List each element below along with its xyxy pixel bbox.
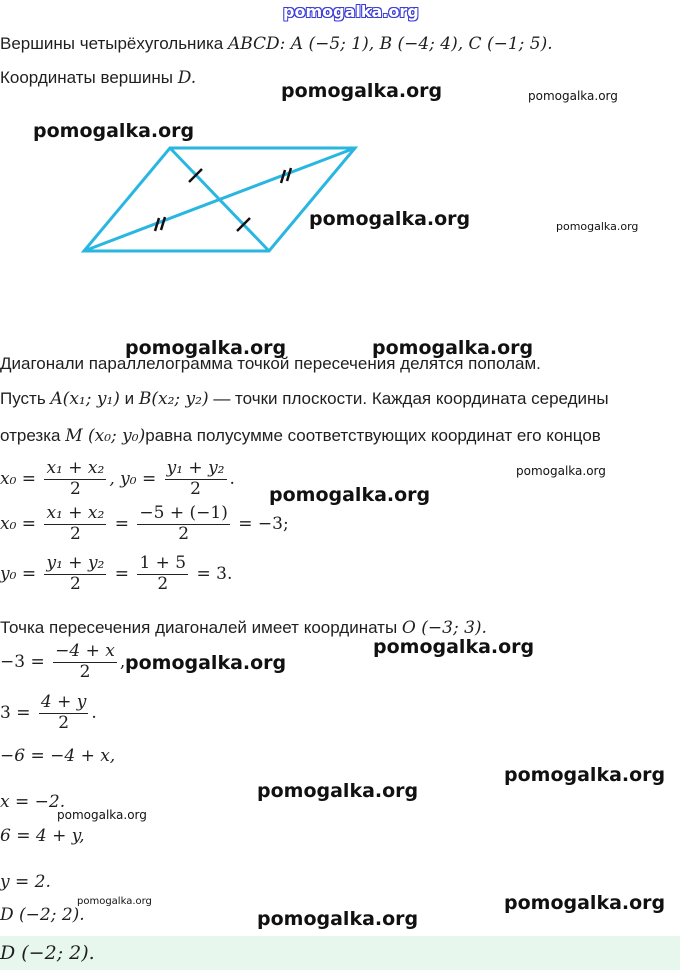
p2-text-b: и xyxy=(124,389,135,408)
eq3-eq: = xyxy=(114,563,130,584)
eq2-lhs: x₀ = xyxy=(0,513,37,534)
watermark: pomogalka.org xyxy=(372,337,534,359)
eq2-fraction-2 xyxy=(137,505,229,544)
watermark: pomogalka.org xyxy=(516,464,606,478)
equation-y0 xyxy=(0,555,232,594)
problem-line-1-text: Вершины четырёхугольника xyxy=(0,34,224,53)
equation-10: D (−2; 2). xyxy=(0,905,85,925)
watermark: pomogalka.org xyxy=(528,89,618,103)
equation-6: −6 = −4 + x, xyxy=(0,746,116,766)
eq5-den: 2 xyxy=(58,712,70,733)
eq1-num-y: y₁ + y₂ xyxy=(166,458,225,478)
equation-7: x = −2. xyxy=(0,792,66,812)
eq1-lhs: x₀ = xyxy=(0,468,37,489)
watermark: pomogalka.org xyxy=(57,808,147,822)
eq3-lhs: y₀ = xyxy=(0,563,37,584)
eq3-result: = 3. xyxy=(196,563,233,584)
watermark: pomogalka.org xyxy=(504,892,666,914)
p3-text-b: равна полусумме соответствующих координат его концов xyxy=(145,426,601,445)
watermark: pomogalka.org xyxy=(281,80,443,102)
solution-paragraph-2 xyxy=(0,389,609,409)
eq2-fraction-1 xyxy=(44,505,106,544)
eq2-num-1: x₁ + x₂ xyxy=(46,503,105,523)
p3-text-a: отрезка xyxy=(0,426,61,445)
eq4-end: , xyxy=(119,651,126,672)
watermark: pomogalka.org xyxy=(33,120,195,142)
equation-minus-three xyxy=(0,643,125,682)
watermark: pomogalka.org xyxy=(504,764,666,786)
eq3-num-1: y₁ + y₂ xyxy=(46,553,105,573)
eq3-num-2: 1 + 5 xyxy=(139,553,187,573)
eq3-den-1: 2 xyxy=(70,573,81,594)
equation-midpoint-formula xyxy=(0,460,235,499)
eq4-num: −4 + x xyxy=(55,641,115,661)
watermark: pomogalka.org xyxy=(373,636,535,658)
eq3-fraction-1 xyxy=(44,555,106,594)
p2-text-c: — точки плоскости. Каждая координата середины xyxy=(213,389,609,408)
eq2-den-1: 2 xyxy=(69,523,81,544)
eq1-den-x: 2 xyxy=(69,478,81,499)
eq1-num-x: x₁ + x₂ xyxy=(46,458,105,478)
answer-text: D (−2; 2). xyxy=(0,942,95,964)
eq5-end: . xyxy=(91,702,97,723)
solution-paragraph-3 xyxy=(0,426,601,446)
p4-math: O (−3; 3). xyxy=(401,618,487,638)
equation-x0 xyxy=(0,505,289,544)
eq5-lhs: 3 = xyxy=(0,702,31,723)
watermark-top: pomogalka.org xyxy=(283,2,419,21)
parallelogram-diagram xyxy=(0,0,680,330)
eq2-result: = −3; xyxy=(238,513,289,534)
eq5-num: 4 + y xyxy=(40,692,87,712)
eq4-fraction xyxy=(53,643,117,682)
solution-paragraph-1: Диагонали параллелограмма точкой пересечения делятся пополам. xyxy=(0,354,541,373)
p3-math: M (x₀; y₀) xyxy=(65,426,146,446)
eq2-num-2: −5 + (−1) xyxy=(139,503,228,523)
eq1-den-y: 2 xyxy=(190,478,201,499)
eq1-end: . xyxy=(229,468,235,489)
problem-line-2-math: D. xyxy=(177,68,197,88)
watermark: pomogalka.org xyxy=(257,780,419,802)
eq3-fraction-2 xyxy=(137,555,188,594)
problem-line-1-math: ABCD: A (−5; 1), B (−4; 4), C (−1; 5). xyxy=(227,34,553,54)
equation-9: y = 2. xyxy=(0,872,51,892)
eq4-lhs: −3 = xyxy=(0,651,45,672)
watermark: pomogalka.org xyxy=(77,896,152,907)
eq4-den: 2 xyxy=(79,661,91,682)
p2-math-a: A(x₁; y₁) xyxy=(50,389,120,409)
eq1-fraction-x xyxy=(44,460,106,499)
watermark: pomogalka.org xyxy=(125,652,287,674)
eq5-fraction xyxy=(39,694,88,733)
watermark: pomogalka.org xyxy=(125,337,287,359)
solution-paragraph-4 xyxy=(0,618,487,638)
eq2-den-2: 2 xyxy=(178,523,190,544)
eq1-mid: , y₀ = xyxy=(109,468,157,489)
diagonal-bd xyxy=(170,148,269,251)
eq2-eq: = xyxy=(114,513,129,534)
watermark: pomogalka.org xyxy=(257,908,419,930)
answer-box xyxy=(0,936,680,970)
watermark: pomogalka.org xyxy=(556,220,639,233)
equation-8: 6 = 4 + y, xyxy=(0,826,85,846)
p2-math-b: B(x₂; y₂) xyxy=(138,389,209,409)
eq3-den-2: 2 xyxy=(157,573,169,594)
equation-three xyxy=(0,694,97,733)
watermark: pomogalka.org xyxy=(269,484,431,506)
watermark: pomogalka.org xyxy=(309,208,471,230)
eq1-fraction-y xyxy=(165,460,227,499)
problem-line-2-text: Координаты вершины xyxy=(0,68,173,87)
p2-text-a: Пусть xyxy=(0,389,46,408)
p4-text: Точка пересечения диагоналей имеет координаты xyxy=(0,618,398,637)
tick-mark-double-1b xyxy=(161,217,165,230)
